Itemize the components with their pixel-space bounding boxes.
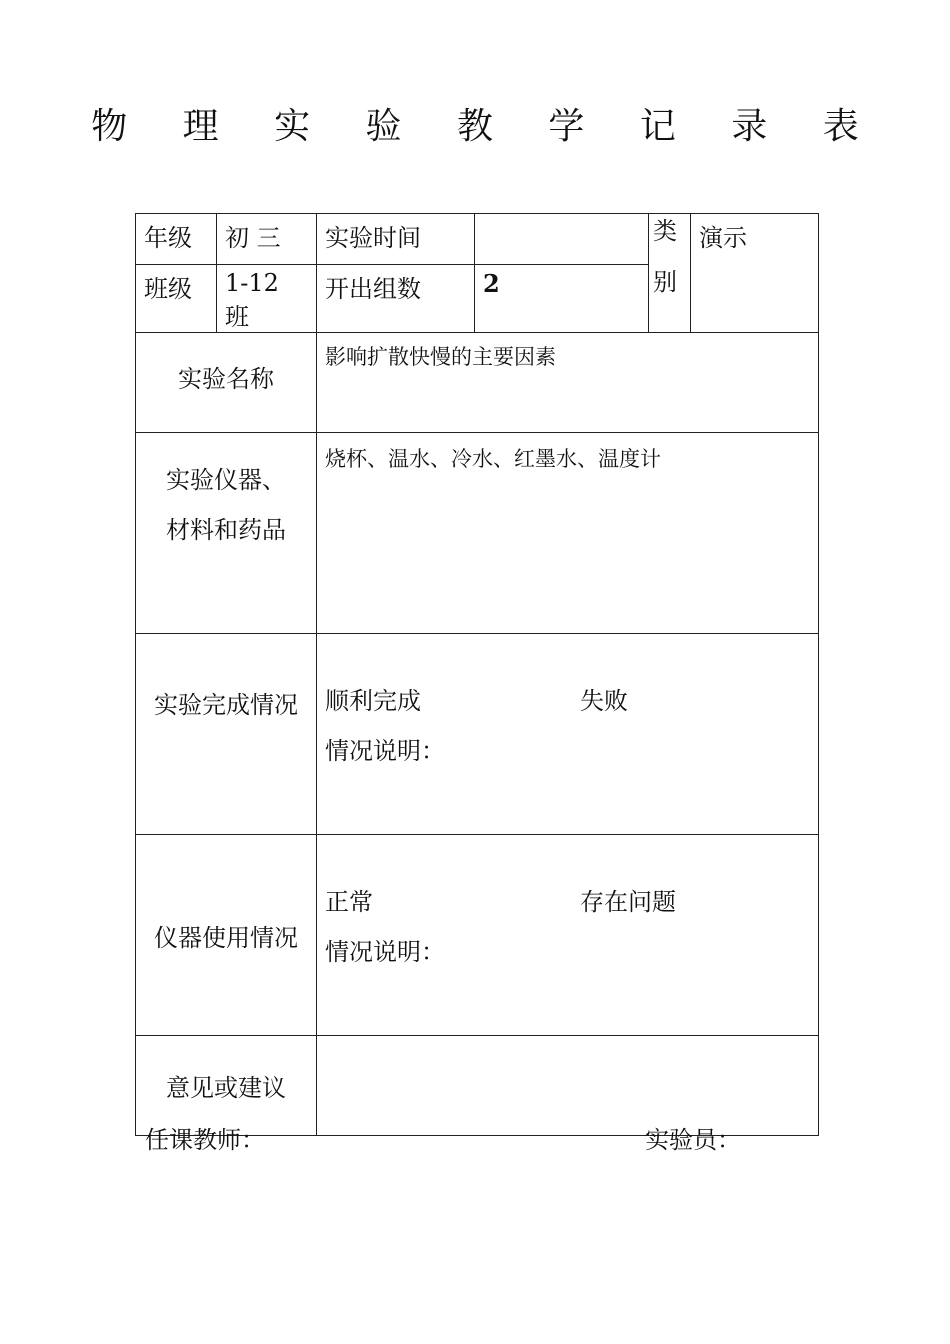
- suggestion-label: 意见或建议: [136, 1036, 317, 1136]
- category-value[interactable]: 演示: [691, 214, 819, 333]
- completion-cell: [317, 634, 819, 835]
- category-label-top: 类: [653, 217, 677, 245]
- category-label-bottom: 别: [653, 268, 677, 296]
- completion-option-success[interactable]: 顺利完成: [325, 687, 421, 715]
- category-label: [649, 214, 691, 333]
- completion-note[interactable]: 情况说明：: [325, 737, 445, 765]
- equipment-label: [136, 433, 317, 634]
- experiment-name-value[interactable]: 影响扩散快慢的主要因素: [317, 333, 819, 433]
- instrument-option-normal[interactable]: 正常: [325, 888, 373, 916]
- groups-value[interactable]: 2: [475, 265, 649, 333]
- record-table: [135, 213, 819, 1136]
- equipment-value[interactable]: 烧杯、温水、冷水、红墨水、温度计: [317, 433, 819, 634]
- grade-label: 年级: [136, 214, 217, 265]
- experiment-time-label: 实验时间: [317, 214, 475, 265]
- equipment-label-line-1: 实验仪器、: [166, 466, 286, 494]
- class-label: 班级: [136, 265, 217, 333]
- page-title: 物 理 实 验 教 学 记 录 表: [91, 106, 881, 147]
- instrument-options: [325, 877, 810, 927]
- assistant-label: 实验员：: [645, 1126, 741, 1154]
- groups-label: 开出组数: [317, 265, 475, 333]
- teacher-label: 任课教师：: [145, 1126, 265, 1154]
- instrument-cell: [317, 835, 819, 1036]
- suggestion-value[interactable]: [317, 1036, 819, 1136]
- instrument-option-problem[interactable]: 存在问题: [580, 888, 676, 916]
- instrument-label: 仪器使用情况: [136, 835, 317, 1036]
- class-value[interactable]: 1-12 班: [217, 265, 317, 333]
- equipment-label-line-2: 材料和药品: [166, 516, 286, 544]
- grade-value[interactable]: 初 三: [217, 214, 317, 265]
- experiment-time-value[interactable]: [475, 214, 649, 265]
- completion-label: 实验完成情况: [136, 634, 317, 835]
- completion-options: [325, 676, 810, 726]
- completion-option-fail[interactable]: 失败: [580, 687, 628, 715]
- experiment-name-label: 实验名称: [136, 333, 317, 433]
- instrument-note[interactable]: 情况说明：: [325, 938, 445, 966]
